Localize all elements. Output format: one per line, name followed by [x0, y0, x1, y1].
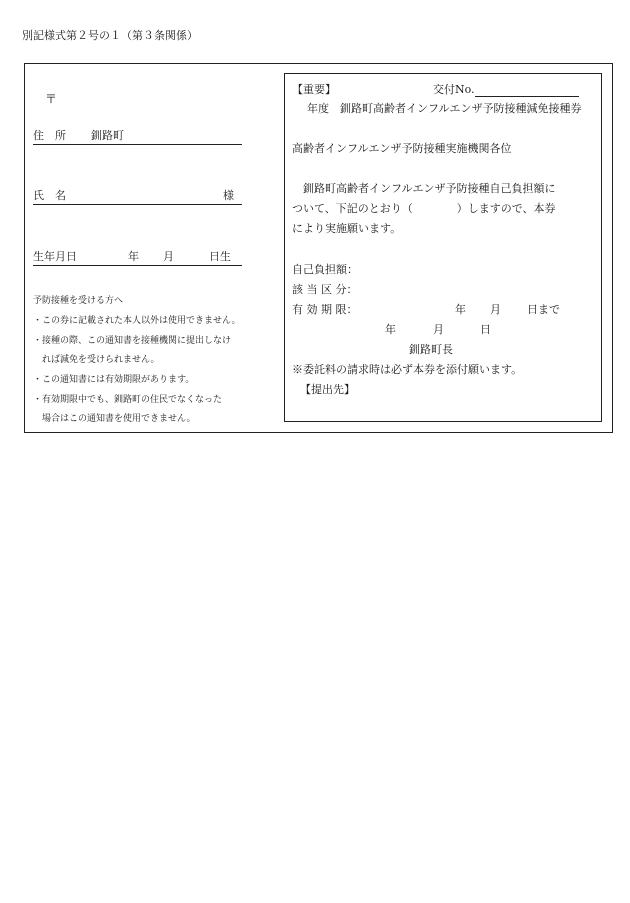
- birth-month-unit: 月: [163, 250, 174, 263]
- body-line: ついて、下記のとおり（ ）しますので、本券: [292, 202, 556, 215]
- address-value: 釧路町: [91, 129, 124, 142]
- important-label: 【重要】: [292, 83, 336, 96]
- issue-number-blank[interactable]: [475, 84, 579, 97]
- note-line: ・有効期限中でも、釧路町の住民でなくなった: [33, 395, 223, 405]
- address-label: 住 所: [33, 129, 66, 142]
- issue-number-label: 交付No.: [433, 83, 475, 96]
- body-line: 釧路町高齢者インフルエンザ予防接種自己負担額に: [292, 182, 556, 195]
- birth-date-field[interactable]: [33, 249, 242, 266]
- name-field[interactable]: [33, 188, 242, 205]
- validity-year-unit: 年: [455, 303, 466, 316]
- notice: ※委託料の請求時は必ず本券を添付願います。: [292, 363, 523, 376]
- submit-to-label: 【提出先】: [300, 383, 355, 396]
- notes-title: 予防接種を受ける方へ: [33, 296, 124, 306]
- validity-month-unit: 月: [490, 303, 501, 316]
- name-suffix: 様: [223, 189, 234, 202]
- issuer: 釧路町長: [409, 343, 453, 356]
- birth-date-label: 生年月日: [33, 250, 77, 263]
- note-line: ・この通知書には有効期限があります。: [33, 375, 195, 385]
- validity-until-unit: 日まで: [527, 303, 560, 316]
- issue-day-unit: 日: [480, 323, 491, 336]
- issue-number[interactable]: [433, 81, 579, 97]
- postal-mark: 〒: [45, 92, 58, 106]
- self-pay-label: 自己負担額：: [292, 263, 358, 276]
- form-number: 別記様式第２号の１（第３条関係）: [22, 29, 198, 42]
- note-line: れば減免を受けられません。: [33, 355, 160, 365]
- note-line: ・この券に記載された本人以外は使用できません。: [33, 316, 241, 326]
- body-line: により実施願います。: [292, 222, 402, 235]
- addressee: 高齢者インフルエンザ予防接種実施機関各位: [292, 142, 512, 155]
- validity-label: 有 効 期 限：: [292, 303, 358, 316]
- note-line: ・接種の際、この通知書を接種機関に提出しなけ: [33, 336, 232, 346]
- category-label: 該 当 区 分：: [292, 283, 358, 296]
- issue-year-unit: 年: [385, 323, 396, 336]
- ticket-title: 年度 釧路町高齢者インフルエンザ予防接種減免接種券: [296, 102, 582, 115]
- birth-day-unit: 日生: [209, 250, 231, 263]
- name-label: 氏 名: [33, 189, 66, 202]
- issue-month-unit: 月: [433, 323, 444, 336]
- note-line: 場合はこの通知書を使用できません。: [33, 414, 196, 424]
- birth-year-unit: 年: [128, 250, 139, 263]
- address-field[interactable]: [33, 128, 242, 145]
